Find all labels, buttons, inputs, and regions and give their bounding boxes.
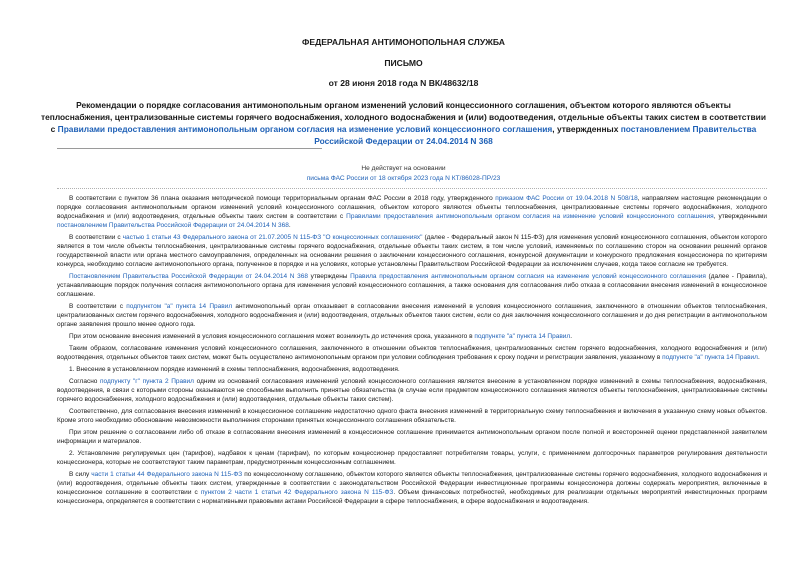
- paragraph: [57, 377, 767, 404]
- paragraph: [57, 272, 767, 299]
- document-title: [40, 99, 767, 147]
- document-type: ПИСЬМО: [384, 58, 423, 68]
- paragraph-text: При этом решение о согласовании либо об отказе в согласовании внесения изменений в концессионное соглашение принимается антимонопольным органом после полной и всесторонней оценки представленной заявителем информации и материалов.: [57, 429, 767, 445]
- document-date-number: от 28 июня 2018 года N ВК/48632/18: [328, 78, 479, 88]
- paragraph-text: .: [288, 222, 291, 229]
- paragraph-text: антимонопольный орган отказывает в согласовании внесения изменений в условия концессионного соглашения, заключенного в отношении объектов теплоснабжения, централизованных систем горячего водоснабжения, холодного водоснабжения и (или) водоотведения, отдельных объектов таких систем, если со дня заключения концессионного соглашения и до дня регистрации в антимонопольном органе заявления прошло менее одного года.: [57, 303, 767, 328]
- paragraph: [57, 470, 767, 506]
- rules-link[interactable]: Правила предоставления антимонопольным органом согласия на изменение условий концессионного соглашения: [350, 273, 706, 280]
- paragraph: [57, 428, 767, 446]
- paragraph-text: , направляем настоящие рекомендации о порядке согласования антимонопольным органом изменений условий концессионного соглашения, объектом которого являются объекты теплоснабжения, централизованные системы горячего водоснабжения, холодного водоснабжения и (или) водоотведения, отдельные объекты таких систем в соответствии с: [57, 195, 767, 220]
- order-link[interactable]: приказом ФАС России от 19.04.2018 N 508/18: [495, 195, 638, 202]
- rules-clause-link[interactable]: подпункте "а" пункта 14 Правил: [662, 354, 758, 361]
- title-rules-link[interactable]: Правилами предоставления антимонопольным органом согласия на изменение условий концессионного соглашения: [57, 124, 553, 134]
- paragraph-text: одним из оснований согласования изменений условий концессионного соглашения является внесение в установленном порядке изменений в схемы теплоснабжения, водоснабжения, водоотведения, в связи с которыми стороны оказываются не способными выполнить принятые обязательства (в случае если предметом концессионного соглашения являются объекты теплоснабжения, централизованные системы горячего водоснабжения, холодного водоснабжения и (или) водоотведения, отдельные объекты таких систем).: [57, 378, 767, 403]
- rules-link[interactable]: Правилами предоставления антимонопольным органом согласия на изменение условий концессионного соглашения: [346, 213, 714, 220]
- paragraph-text: .: [757, 354, 760, 361]
- rules-clause-link[interactable]: подпункте "а" пункта 14 Правил: [474, 333, 571, 340]
- paragraph-text: (далее - Федеральный закон N 115-ФЗ) для изменения условий концессионного соглашения, объектом которого является в том числе объекты теплоснабжения, централизованные системы горячего водоснабжения, отдельные объекты таких систем, в том числе условий, изменяемых по соглашению сторон на основании решений органов государственной власти или органа местного самоуправления, определенных на основании решения о заключении концессионного соглашения, конкурсной документации и конкурсного предложения концессионера по критериям конкурса, необходимо согласие антимонопольного органа, полученное в порядке и на условиях, которые установлены Правительством Российской Федерации за исключением случаев, когда такое согласие не требуется.: [57, 234, 768, 268]
- paragraph-text: (далее - Правила), устанавливающие порядок получения согласия антимонопольного органа для изменения условий концессионного соглашения, а также основания для согласования либо отказа в согласовании внесения изменений в концессионное соглашение.: [57, 273, 767, 298]
- paragraph-text: В соответствии с пунктом 36 плана оказания методической помощи территориальным органам ФАС России в 2018 году, утвержденного: [69, 195, 496, 202]
- paragraph-text: В силу: [69, 471, 92, 478]
- paragraph-text: В соответствии с: [69, 303, 127, 310]
- status-note: [0, 164, 807, 184]
- paragraph-text: , утвержденными: [713, 213, 768, 220]
- title-text-1: Рекомендации о порядке согласования антимонопольным органом изменений условий концессионного соглашения, объектом которого являются объекты теплоснабжения, централизованные системы горячего водоснабжения, холодного водоснабжения и (или) водоотведения, отдельные объекты таких систем в соответствии с: [41, 100, 766, 134]
- status-link[interactable]: письма ФАС России от 18 октября 2023 года N КТ/86028-ПР/23: [306, 175, 501, 182]
- paragraph: [57, 302, 767, 329]
- divider: [57, 148, 322, 149]
- paragraph-text: 2. Установление регулируемых цен (тарифов), надбавок к ценам (тарифам), по которым концессионер предоставляет потребителям товары, услуги, с применением долгосрочных параметров регулирования деятельности концессионера, которые не соответствуют таким параметрам, предусмотренным концессионным соглашением.: [57, 450, 767, 466]
- resolution-link[interactable]: Постановлением Правительства Российской Федерации от 24.04.2014 N 368: [69, 273, 308, 280]
- paragraph-text: Согласно: [69, 378, 101, 385]
- document-body: [57, 194, 767, 509]
- paragraph-text: 1. Внесение в установленном порядке изменений в схемы теплоснабжения, водоснабжения, водоотведения.: [69, 366, 400, 373]
- paragraph: [57, 194, 767, 230]
- paragraph: [57, 449, 767, 467]
- agency-name: ФЕДЕРАЛЬНАЯ АНТИМОНОПОЛЬНАЯ СЛУЖБА: [302, 37, 505, 47]
- paragraph-text: Таким образом, согласование изменения условий концессионного соглашения, заключенного в отношении объектов теплоснабжения, централизованных систем горячего водоснабжения, холодного водоснабжения и (или) водоотведения, отдельных объектов таких систем, может быть осуществлено антимонопольным органом при условии соблюдения требования к сроку подачи и регистрации заявления, указанному в: [57, 345, 767, 361]
- law-link[interactable]: частью 1 статьи 43 Федерального закона от 21.07.2005 N 115-ФЗ "О концессионных соглашениях": [122, 234, 423, 241]
- paragraph-text: . Объем финансовых потребностей, необходимых для реализации отдельных мероприятий инвестиционных программ концессионера, определяется в соответствии с нормативными правовыми актами Российской Федерации в сфере теплоснабжения, в сфере водоснабжения и водоотведения.: [57, 489, 767, 505]
- rules-clause-link[interactable]: подпункту "г" пункта 2 Правил: [100, 378, 194, 385]
- paragraph: [57, 233, 767, 269]
- paragraph-text: Соответственно, для согласования внесения изменений в концессионное соглашение недостаточно одного факта внесения изменений в территориальную схему теплоснабжения и включения в указанную схему новых объектов. Кроме этого необходимо обоснование невозможности выполнения сторонами принятых концессионного соглашения обязательств.: [57, 408, 767, 424]
- paragraph: [57, 365, 767, 374]
- law-link[interactable]: пунктом 2 части 1 статьи 42 Федерального закона N 115-ФЗ: [200, 489, 394, 496]
- law-link[interactable]: части 1 статьи 44 Федерального закона N 115-ФЗ: [91, 471, 243, 478]
- paragraph-text: .: [570, 333, 573, 340]
- paragraph: [57, 332, 767, 341]
- paragraph-text: В соответствии с: [69, 234, 123, 241]
- status-text: Не действует на основании: [361, 165, 446, 172]
- paragraph-text: При этом основание внесения изменений в условия концессионного соглашения может возникнуть до истечения срока, указанного в: [69, 333, 475, 340]
- resolution-link[interactable]: постановлением Правительства Российской Федерации от 24.04.2014 N 368: [57, 222, 289, 229]
- paragraph: [57, 344, 767, 362]
- paragraph: [57, 407, 767, 425]
- rules-clause-link[interactable]: подпунктом "а" пункта 14 Правил: [126, 303, 233, 310]
- paragraph-text: утверждены: [307, 273, 351, 280]
- paragraph-text: по концессионному соглашению, объектом которого является объекты теплоснабжения, централизованные системы горячего водоснабжения, холодного водоснабжения и (или) водоотведения, отдельные объекты таких систем, утвержденные в соответствии с законодательством Российской Федерации инвестиционные программы концессионера должны содержать мероприятия, включенные в концессионное соглашение в соответствии с: [57, 471, 767, 496]
- title-text-2: , утвержденных: [552, 124, 621, 134]
- divider: [57, 188, 767, 189]
- title-resolution-link[interactable]: постановлением Правительства Российской Федерации от 24.04.2014 N 368: [314, 124, 757, 146]
